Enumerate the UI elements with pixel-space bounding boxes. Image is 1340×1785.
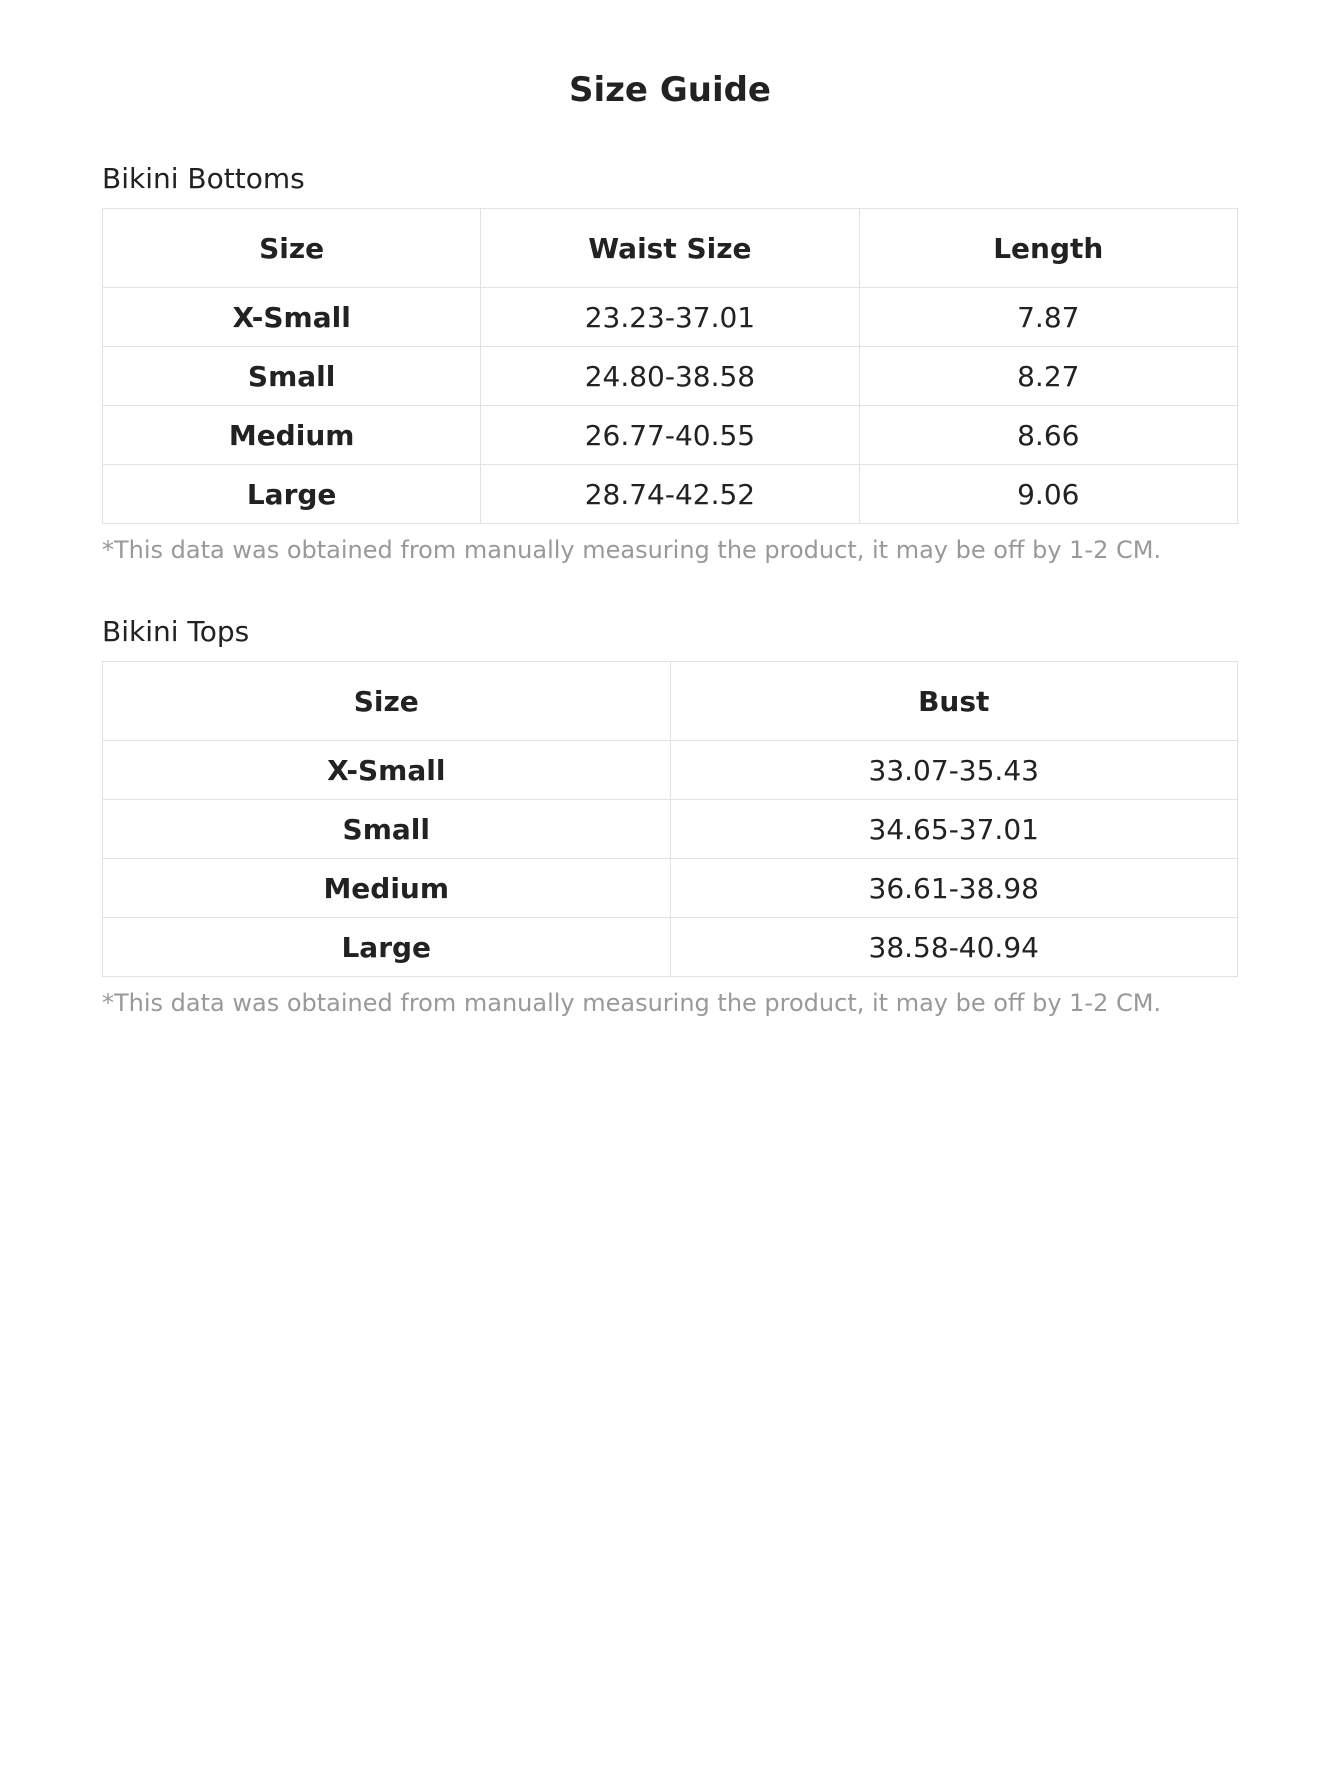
bikini-tops-table [102, 661, 1238, 977]
size-cell: Small [103, 347, 481, 406]
bikini-bottoms-table [102, 208, 1238, 524]
size-cell: X-Small [103, 288, 481, 347]
table-row [103, 288, 1238, 347]
size-cell: Large [103, 918, 671, 977]
bust-cell: 38.58-40.94 [670, 918, 1238, 977]
bottoms-measurement-note: *This data was obtained from manually measuring the product, it may be off by 1-2 CM. [102, 536, 1162, 564]
page-title: Size Guide [569, 70, 771, 110]
size-cell: X-Small [103, 741, 671, 800]
column-header-bust: Bust [670, 662, 1238, 741]
tops-measurement-note: *This data was obtained from manually measuring the product, it may be off by 1-2 CM. [102, 989, 1162, 1017]
table-row [103, 347, 1238, 406]
waist-size-cell: 26.77-40.55 [481, 406, 859, 465]
table-header-row [103, 209, 1238, 288]
size-cell: Large [103, 465, 481, 524]
column-header-waist-size: Waist Size [481, 209, 859, 288]
table-row [103, 406, 1238, 465]
length-cell: 7.87 [859, 288, 1237, 347]
length-cell: 8.66 [859, 406, 1237, 465]
waist-size-cell: 28.74-42.52 [481, 465, 859, 524]
bust-cell: 34.65-37.01 [670, 800, 1238, 859]
length-cell: 8.27 [859, 347, 1237, 406]
column-header-size: Size [103, 662, 671, 741]
column-header-size: Size [103, 209, 481, 288]
waist-size-cell: 23.23-37.01 [481, 288, 859, 347]
bikini-bottoms-title: Bikini Bottoms [102, 162, 305, 195]
bust-cell: 33.07-35.43 [670, 741, 1238, 800]
table-row [103, 859, 1238, 918]
table-row [103, 800, 1238, 859]
table-row [103, 918, 1238, 977]
size-cell: Medium [103, 859, 671, 918]
waist-size-cell: 24.80-38.58 [481, 347, 859, 406]
column-header-length: Length [859, 209, 1237, 288]
table-header-row [103, 662, 1238, 741]
table-row [103, 741, 1238, 800]
length-cell: 9.06 [859, 465, 1237, 524]
size-cell: Medium [103, 406, 481, 465]
bikini-tops-title: Bikini Tops [102, 615, 250, 648]
table-row [103, 465, 1238, 524]
size-cell: Small [103, 800, 671, 859]
bust-cell: 36.61-38.98 [670, 859, 1238, 918]
